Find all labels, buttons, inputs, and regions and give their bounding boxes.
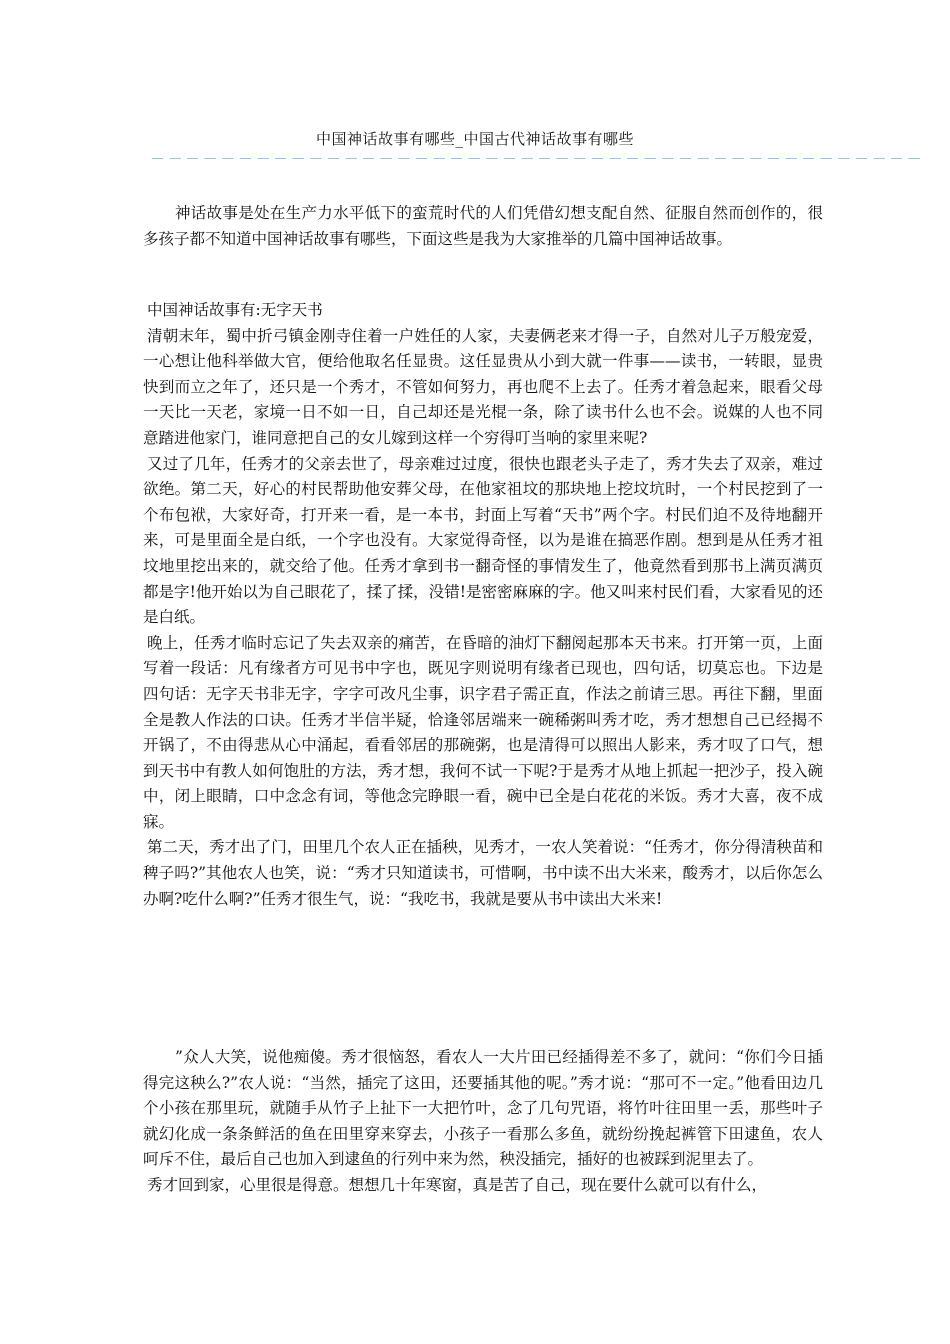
intro-paragraph: 神话故事是处在生产力水平低下的蛮荒时代的人们凭借幻想支配自然、征服自然而创作的，很多孩子都不知道中国神话故事有哪些，下面这些是我为大家推举的几篇中国神话故事。 — [143, 204, 823, 248]
story-block — [143, 298, 823, 912]
story-paragraph-3: 晚上，任秀才临时忘记了失去双亲的痛苦，在昏暗的油灯下翻阅起那本天书来。打开第一页，上面写着一段话：凡有缘者方可见书中字也，既见字则说明有缘者已现也，四句话，切莫忘也。下边是四句话：无字天书非无字，字字可改凡尘事，识字君子需正直，作法之前请三思。再往下翻，里面全是教人作法的口诀。任秀才半信半疑，恰逢邻居端来一碗稀粥叫秀才吃，秀才想想自己已经揭不开锅了，不由得悲从心中涌起，看看邻居的那碗粥，也是清得可以照出人影来，秀才叹了口气，想到天书中有教人如何饱肚的方法，秀才想，我何不试一下呢?于是秀才从地上抓起一把沙子，投入碗中，闭上眼睛，口中念念有词，等他念完睁眼一看，碗中已全是白花花的米饭。秀才大喜，夜不成寐。 — [143, 633, 823, 831]
section-heading: 中国神话故事有:无字天书 — [147, 301, 323, 319]
document-title: 中国神话故事有哪些_中国古代神话故事有哪些 — [315, 130, 634, 148]
final-paragraph: 秀才回到家，心里很是得意。想想几十年寒窗，真是苦了自己，现在要什么就可以有什么， — [147, 1175, 768, 1194]
continuation-paragraph: ”众人大笑，说他痴傻。秀才很恼怒，看农人一大片田已经插得差不多了，就问：“你们今日插得完这秧么?”农人说：“当然，插完了这田，还要插其他的呢。”秀才说：“那可不一定。”他看田边几个小孩在那里玩，就随手从竹子上扯下一大把竹叶，念了几句咒语，将竹叶往田里一丢，那些叶子就幻化成一条条鲜活的鱼在田里穿来穿去，小孩子一看那么多鱼，就纷纷挽起裤管下田逮鱼，农人呵斥不住，最后自己也加入到逮鱼的行列中来为然，秧没插完，插好的也被踩到泥里去了。 — [143, 1048, 823, 1169]
story-paragraph-4: 第二天，秀才出了门，田里几个农人正在插秧，见秀才，一农人笑着说：“任秀才，你分得清秧苗和稗子吗?”其他农人也笑，说：“秀才只知道读书，可惜啊，书中读不出大米来，酸秀才，以后你怎么办啊?吃什么啊?”任秀才很生气，说：“我吃书，我就是要从书中读出大米来! — [143, 838, 823, 908]
intro-block — [143, 201, 823, 252]
title-divider: －－－－－－－－－－－－－－－－－－－－－－－－－－－－－－－－－－－－－－－－－－－－ — [150, 150, 925, 168]
story-paragraph-2: 又过了几年，任秀才的父亲去世了，母亲难过过度，很快也跟老头子走了，秀才失去了双亲，难过欲绝。第二天，好心的村民帮助他安葬父母，在他家祖坟的那块地上挖坟坑时，一个村民挖到了一个布包袱，大家好奇，打开来一看，是一本书，封面上写着“天书”两个字。村民们迫不及待地翻开来，可是里面全是白纸，一个字也没有。大家觉得奇怪，以为是谁在搞恶作剧。想到是从任秀才祖坟地里挖出来的，就交给了他。任秀才拿到书一翻奇怪的事情发生了，他竟然看到那书上满页满页都是字!他开始以为自己眼花了，揉了揉，没错!是密密麻麻的字。他又叫来村民们看，大家看见的还是白纸。 — [143, 454, 823, 627]
story-paragraph-1: 清朝末年，蜀中折弓镇金刚寺住着一户姓任的人家，夫妻俩老来才得一子，自然对儿子万般宠爱，一心想让他科举做大官，便给他取名任显贵。这任显贵从小到大就一件事——读书，一转眼，显贵快到而立之年了，还只是一个秀才，不管如何努力，再也爬不上去了。任秀才着急起来，眼看父母一天比一天老，家境一日不如一日，自己却还是光棍一条，除了读书什么也不会。说媒的人也不同意踏进他家门，谁同意把自己的女儿嫁到这样一个穷得叮当响的家里来呢? — [143, 326, 823, 447]
continuation-block — [143, 1045, 823, 1199]
